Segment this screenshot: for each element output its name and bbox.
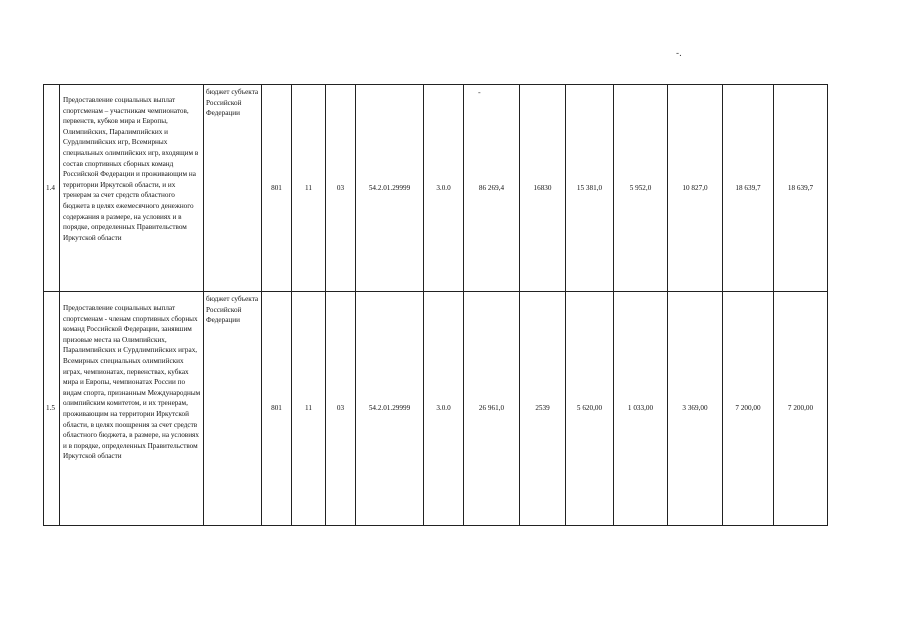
target-article-code: 54.2.01.29999 [356, 85, 424, 292]
amount-cell: 3 369,00 [668, 292, 723, 526]
subsection-code: 03 [326, 85, 356, 292]
funding-source: бюджет субъекта Российской Федерации [204, 85, 262, 292]
amount-cell: 18 639,7 [723, 85, 774, 292]
measure-description: Предоставление социальных выплат спортсменам - членам спортивных сборных команд Российской Федерации, занявшим призовые места на Олимпийских, Паралимпийских и Сурдлимпийских играх, Всемирных специальных олимпийских играх, чемпионатах, первенствах, кубках мира и Европы, чемпионатах России по видам спорта, признанным Международным олимпийским комитетом, и их тренерам, проживающим на территории Иркутской области, в целях поощрения за счет средств областного бюджета, в размере, на условиях и в порядке, определенных Правительством Иркутской области [60, 292, 204, 526]
row-number: 1.4 [44, 85, 60, 292]
amount-cell: 7 200,00 [774, 292, 828, 526]
amount-cell: 1 033,00 [614, 292, 668, 526]
total-amount: 26 961,0 [464, 292, 520, 526]
expense-type-code: 3.0.0 [424, 292, 464, 526]
row-number: 1.5 [44, 292, 60, 526]
table-row [44, 292, 828, 526]
tick-mark: - [478, 88, 481, 97]
amount-cell: 18 639,7 [774, 85, 828, 292]
amount-cell: 10 827,0 [668, 85, 723, 292]
amount-cell: 16830 [520, 85, 566, 292]
target-article-code: 54.2.01.29999 [356, 292, 424, 526]
expense-type-code: 3.0.0 [424, 85, 464, 292]
grbs-code: 801 [262, 292, 292, 526]
amount-cell: 15 381,0 [566, 85, 614, 292]
subsection-code: 03 [326, 292, 356, 526]
table-row [44, 85, 828, 292]
measure-description: Предоставление социальных выплат спортсменам – участникам чемпионатов, первенств, кубков мира и Европы, Олимпийских, Паралимпийских и Сурдлимпийских игр, Всемирных специальных олимпийских игр, входящим в состав спортивных сборных команд Российской Федерации и проживающим на территории Иркутской области, и их тренерам за счет средств областного бюджета в целях ежемесячного денежного содержания в размере, на условиях и в порядке, определенных Правительством Иркутской области [60, 85, 204, 292]
grbs-code: 801 [262, 85, 292, 292]
budget-table [43, 84, 828, 526]
amount-cell: 5 620,00 [566, 292, 614, 526]
section-code: 11 [292, 292, 326, 526]
amount-cell: 5 952,0 [614, 85, 668, 292]
section-code: 11 [292, 85, 326, 292]
funding-source: бюджет субъекта Российской Федерации [204, 292, 262, 526]
total-amount [464, 85, 520, 292]
total-value: 86 269,4 [478, 183, 505, 192]
corner-mark: -. [676, 49, 682, 59]
amount-cell: 7 200,00 [723, 292, 774, 526]
amount-cell: 2539 [520, 292, 566, 526]
